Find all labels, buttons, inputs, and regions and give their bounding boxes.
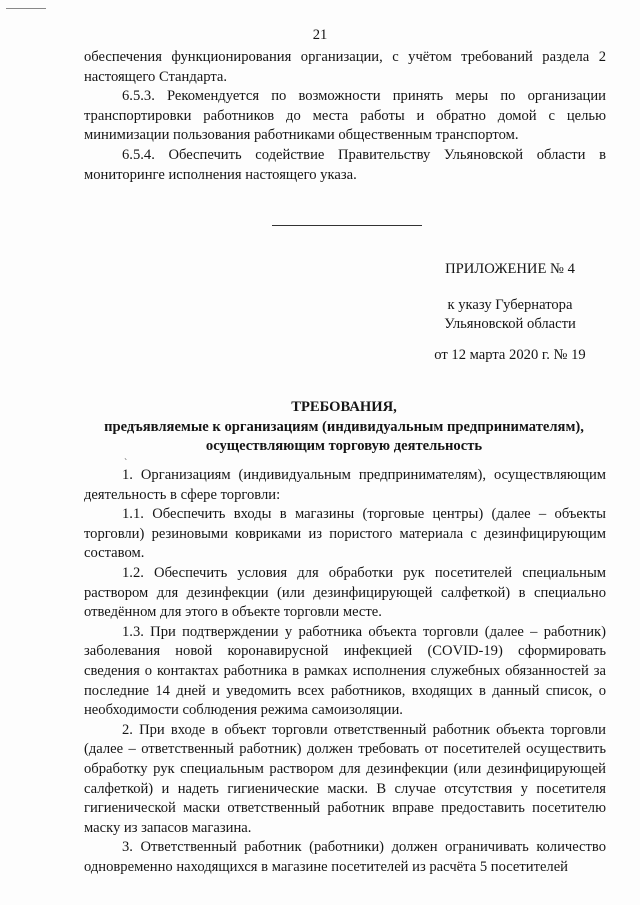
- separator-line: [272, 225, 422, 226]
- page-number: 21: [312, 27, 328, 43]
- paragraph: 1.2. Обеспечить условия для обработки рук посетителей специальным раствором для дезинфекции (или дезинфицирующей салфеткой) в специально отведённом для этого в объекте торговли месте.: [84, 564, 606, 621]
- scan-artifact: `: [124, 458, 128, 469]
- paragraph: 1.3. При подтверждении у работника объекта торговли (далее – работник) заболевания новой коронавирусной инфекцией (COVID-19) сформировать сведения о контактах работника в рамках исполнения служебных обязанностей за последние 14 дней и уведомить всех работников, входящих в данный список, о необходимости соблюдения режима самоизоляции.: [84, 623, 606, 719]
- page-title: ТРЕБОВАНИЯ,: [291, 399, 397, 415]
- appendix-label: ПРИЛОЖЕНИЕ № 4: [445, 261, 575, 277]
- paragraph: 1. Организациям (индивидуальным предпринимателям), осуществляющим деятельность в сфере торговли:: [84, 467, 606, 503]
- paragraph: 6.5.3. Рекомендуется по возможности принять меры по организации транспортировки работников до места работы и обратно домой с целью минимизации пользования работниками общественным транспортом.: [84, 88, 606, 144]
- paragraph: 3. Ответственный работник (работники) должен ограничивать количество одновременно находящихся в магазине посетителей из расчёта 5 посетителей: [84, 839, 606, 875]
- paragraph: 6.5.4. Обеспечить содействие Правительству Ульяновской области в мониторинге исполнения настоящего указа.: [84, 146, 606, 183]
- appendix-decree: к указу Губернатора: [447, 297, 573, 313]
- title-subline: осуществляющим торговую деятельность: [205, 438, 483, 454]
- appendix-date: от 12 марта 2020 г. № 19: [434, 347, 586, 363]
- top-section: [84, 48, 606, 185]
- scan-mark: [6, 8, 46, 10]
- paragraph: обеспечения функционирования организации, с учётом требований раздела 2 настоящего Стандарта.: [84, 49, 606, 85]
- body-section: [84, 466, 606, 877]
- appendix-region: Ульяновской области: [444, 316, 576, 332]
- title-subline: предъявляемые к организациям (индивидуальным предпринимателям),: [104, 419, 584, 435]
- paragraph: 1.1. Обеспечить входы в магазины (торговые центры) (далее – объекты торговли) резиновыми ковриками из пористого материала с дезинфицирующим составом.: [84, 506, 606, 562]
- paragraph: 2. При входе в объект торговли ответственный работник объекта торговли (далее – ответственный работник) должен требовать от посетителей осуществить обработку рук специальным раствором для дезинфекции (или дезинфицирующей салфеткой) и надеть гигиенические маски. В случае отсутствия у посетителя гигиенической маски ответственный работник вправе предоставить посетителю маску из запасов магазина.: [84, 721, 606, 836]
